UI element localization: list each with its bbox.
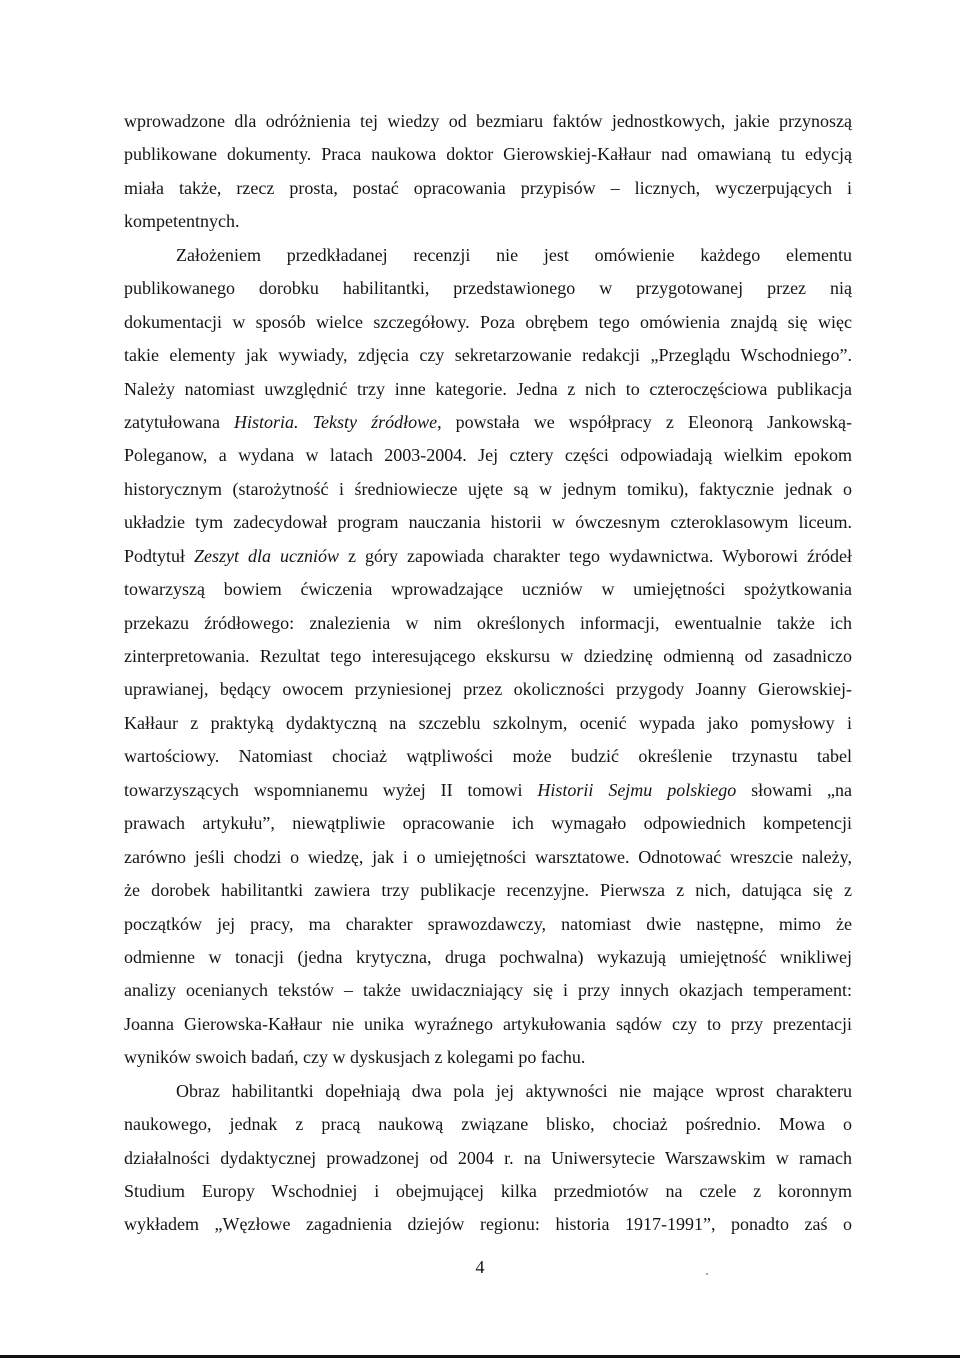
- text-line: [124, 1075, 852, 1108]
- text-run: z góry zapowiada charakter tego wydawnictwa. Wyborowi źródeł: [339, 545, 852, 566]
- body-text: [124, 105, 852, 1242]
- text-run: odmienne w tonacji (jedna krytyczna, druga pochwalna) wykazują umiejętność wnikliwej: [124, 946, 852, 967]
- text-run: że dorobek habilitantki zawiera trzy publikacje recenzyjne. Pierwsza z nich, datująca się z: [124, 880, 852, 901]
- text-line: [124, 908, 852, 941]
- text-line: [124, 306, 852, 339]
- text-line: [124, 874, 852, 907]
- italic-title: Historia. Teksty źródłowe: [234, 411, 438, 432]
- text-line: [124, 473, 852, 506]
- text-run: Podtytuł: [124, 545, 195, 566]
- text-run: Należy natomiast uwzględnić trzy inne kategorie. Jedna z nich to czteroczęściowa publikacja: [124, 378, 852, 399]
- text-line: [124, 540, 852, 573]
- text-run: Założeniem przedkładanej recenzji nie jest omówienie każdego elementu: [176, 244, 852, 265]
- text-run: naukowego, jednak z pracą naukową związane blisko, chociaż pośrednio. Mowa o: [124, 1114, 852, 1135]
- text-line: [124, 807, 852, 840]
- text-line: [124, 941, 852, 974]
- text-run: układzie tym zadecydował program nauczania historii w ówczesnym czteroklasowym liceum.: [124, 512, 852, 533]
- text-line: [124, 105, 852, 138]
- text-run: analizy ocenianych tekstów – także uwidaczniający się i przy innych okazjach temperament:: [124, 980, 852, 1001]
- text-line: [124, 707, 852, 740]
- text-line: [124, 205, 852, 238]
- text-line: [124, 506, 852, 539]
- paragraph: [124, 239, 852, 1075]
- text-run: uprawianej, będący owocem przyniesionej przez okoliczności przygody Joanny Gierowskiej-: [124, 679, 852, 700]
- paragraph: [124, 1075, 852, 1242]
- text-run: publikowane dokumenty. Praca naukowa doktor Gierowskiej-Kałłaur nad omawianą tu edycją: [124, 144, 852, 165]
- text-line: [124, 607, 852, 640]
- text-line: [124, 1142, 852, 1175]
- text-line: [124, 172, 852, 205]
- text-run: słowami „na: [736, 779, 852, 800]
- text-run: Kałłaur z praktyką dydaktyczną na szczeblu szkolnym, ocenić wypada jako pomysłowy i: [124, 712, 852, 733]
- text-run: zatytułowana: [124, 411, 235, 432]
- text-line: [124, 272, 852, 305]
- text-run: Joanna Gierowska-Kałłaur nie unika wyraźnego artykułowania sądów czy to przy prezentacji: [124, 1013, 852, 1034]
- text-line: [124, 406, 852, 439]
- text-run: przekazu źródłowego: znalezienia w nim określonych informacji, ewentualnie także ich: [124, 612, 852, 633]
- text-run: wprowadzone dla odróżnienia tej wiedzy od bezmiaru faktów jednostkowych, jakie przynoszą: [124, 111, 852, 131]
- text-line: [124, 774, 852, 807]
- text-run: początków jej pracy, ma charakter sprawozdawczy, natomiast dwie następne, mimo że: [124, 913, 852, 934]
- text-run: wartościowy. Natomiast chociaż wątpliwości może budzić określenie trzynastu tabel: [124, 746, 852, 767]
- text-run: prawach artykułu”, niewątpliwie opracowanie ich wymagało odpowiednich kompetencji: [124, 813, 852, 834]
- text-line: [124, 239, 852, 272]
- text-line: [124, 974, 852, 1007]
- text-run: zarówno jeśli chodzi o wiedzę, jak i o umiejętności warsztatowe. Odnotować wreszcie należy,: [124, 846, 852, 867]
- text-line: [124, 640, 852, 673]
- text-line: [124, 1208, 852, 1241]
- text-line: [124, 573, 852, 606]
- text-run: takie elementy jak wywiady, zdjęcia czy sekretarzowanie redakcji „Przeglądu Wschodniego”.: [124, 345, 852, 366]
- text-run: publikowanego dorobku habilitantki, przedstawionego w przygotowanej przez nią: [124, 278, 852, 299]
- text-line: [124, 1008, 852, 1041]
- text-line: [124, 138, 852, 171]
- text-run: towarzyszą bowiem ćwiczenia wprowadzające uczniów w umiejętności spożytkowania: [124, 579, 852, 600]
- italic-title: Zeszyt dla uczniów: [194, 545, 340, 566]
- text-run: Poleganow, a wydana w latach 2003-2004. Jej cztery części odpowiadają wielkim epokom: [124, 445, 852, 466]
- paragraph: [124, 105, 852, 239]
- text-line: [124, 1041, 852, 1074]
- text-run: towarzyszących wspomnianemu wyżej II tomowi: [124, 779, 538, 800]
- text-run: historycznym (starożytność i średniowiecze ujęte są w jednym tomiku), faktycznie jednak o: [124, 478, 852, 499]
- text-run: Studium Europy Wschodniej i obejmującej kilka przedmiotów na czele z koronnym: [124, 1181, 852, 1201]
- text-run: działalności dydaktycznej prowadzonej od 2004 r. na Uniwersytecie Warszawskim w ramach: [124, 1147, 852, 1168]
- text-run: Obraz habilitantki dopełniają dwa pola jej aktywności nie mające wprost charakteru: [176, 1080, 852, 1101]
- italic-title: Historii Sejmu polskiego: [537, 779, 737, 800]
- text-run: dokumentacji w sposób wielce szczegółowy. Poza obrębem tego omówienia znajdą się więc: [124, 311, 852, 332]
- text-line: [124, 373, 852, 406]
- text-run: wyników swoich badań, czy w dyskusjach z kolegami po fachu.: [124, 1047, 586, 1068]
- text-run: miała także, rzecz prosta, postać opracowania przypisów – licznych, wyczerpujących i: [124, 177, 852, 198]
- text-run: kompetentnych.: [124, 211, 240, 232]
- page-number: 4: [475, 1257, 485, 1277]
- text-line: [124, 740, 852, 773]
- text-run: , powstała we współpracy z Eleonorą Jankowską-: [437, 411, 852, 432]
- text-line: [124, 339, 852, 372]
- text-line: [124, 1108, 852, 1141]
- scan-speck: [706, 1273, 708, 1275]
- text-line: [124, 1175, 852, 1208]
- text-run: zinterpretowania. Rezultat tego interesującego ekskursu w dziedzinę odmienną od zasadniczo: [124, 646, 852, 666]
- text-line: [124, 841, 852, 874]
- text-line: [124, 673, 852, 706]
- text-line: [124, 439, 852, 472]
- text-run: wykładem „Węzłowe zagadnienia dziejów regionu: historia 1917-1991”, ponadto zaś o: [124, 1214, 852, 1235]
